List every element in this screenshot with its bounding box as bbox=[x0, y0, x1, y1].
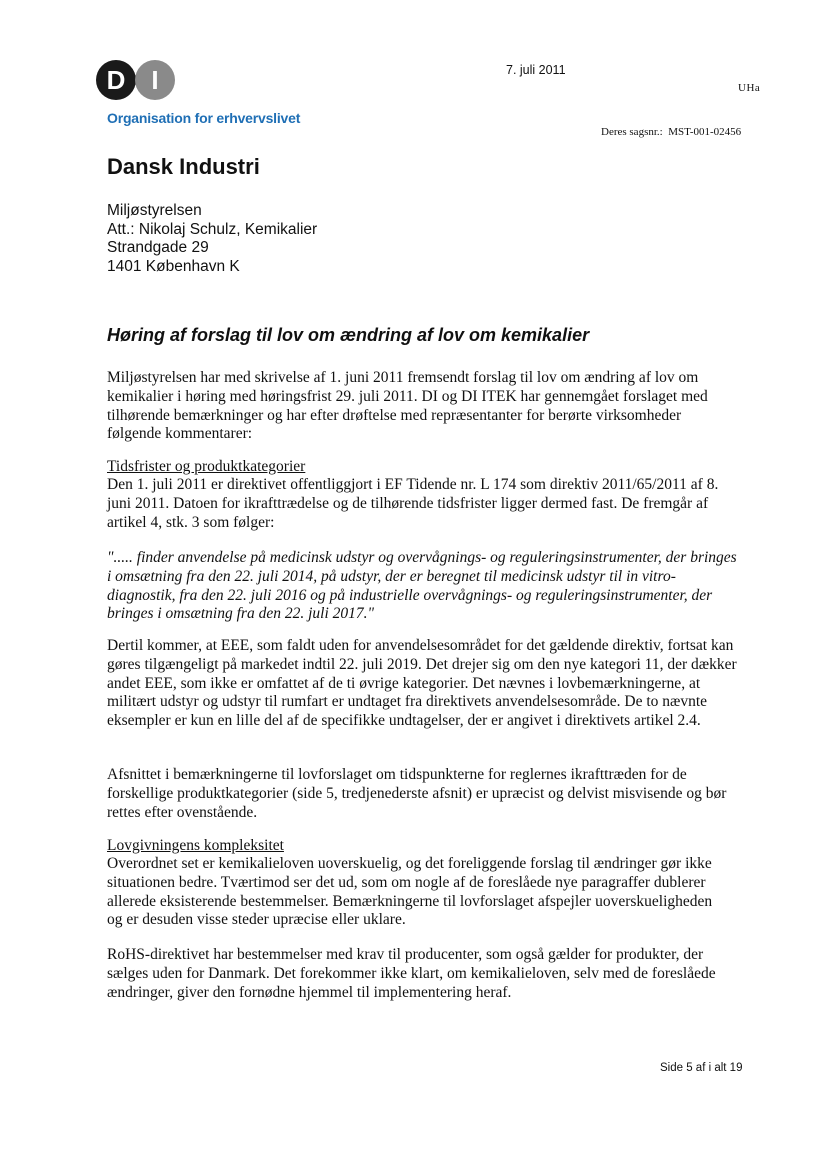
recipient-line: 1401 København K bbox=[107, 257, 240, 275]
letter-date: 7. juli 2011 bbox=[506, 63, 566, 77]
org-subtitle: Organisation for erhvervslivet bbox=[107, 110, 301, 126]
section-heading: Tidsfrister og produktkategorier bbox=[107, 458, 306, 475]
recipient-line: Att.: Nikolaj Schulz, Kemikalier bbox=[107, 220, 318, 238]
recipient-address bbox=[107, 202, 317, 276]
paragraph: Overordnet set er kemikalieloven uoverskuelig, og det foreliggende forslag til ændringer gør ikke situationen bedre. Tværtimod ser det ud, som om nogle af de foreslåede nye paragraffer dublerer allerede eksisterende bestemmelser. Bemærkningerne til lovforslaget afspejler uoverskueligheden og er desuden visse steder upræcise eller uklare. bbox=[107, 855, 713, 929]
letter-title: Høring af forslag til lov om ændring af lov om kemikalier bbox=[107, 325, 590, 345]
page-number: Side 5 af i alt 19 bbox=[660, 1062, 743, 1074]
initials: UHa bbox=[738, 82, 761, 94]
recipient-line: Miljøstyrelsen bbox=[107, 202, 202, 219]
logo-i: I bbox=[135, 60, 175, 100]
paragraph-intro: Miljøstyrelsen har med skrivelse af 1. juni 2011 fremsendt forslag til lov om ændring af lov om kemikalier i høring med høringsfrist 29. juli 2011. DI og DI ITEK har gennemgået forslaget med tilhørende bemærkninger og har efter drøftelse med repræsentanter for berørte virksomheder følgende kommentarer: bbox=[107, 369, 708, 443]
quote: "..... finder anvendelse på medicinsk udstyr og overvågnings- og reguleringsinstrumenter, der bringes i omsætning fra den 22. juli 2014, på udstyr, der er beregnet til medicinsk udstyr til in vitro-diagnostik, fra den 22. juli 2016 og på industrielle overvågnings- og reguleringsinstrumenter, der bringes i omsætning fra den 22. juli 2017." bbox=[107, 549, 737, 623]
case-reference: Deres sagsnr.: MST-001-02456 bbox=[601, 126, 742, 138]
paragraph: RoHS-direktivet har bestemmelser med krav til producenter, som også gælder for produkter, der sælges uden for Danmark. Det forekommer ikke klart, om kemikalieloven, selv med de foreslåede ændringer, giver den fornødne hjemmel til implementering heraf. bbox=[107, 946, 716, 1001]
recipient-line: Strandgade 29 bbox=[107, 239, 209, 257]
paragraph: Afsnittet i bemærkningerne til lovforslaget om tidspunkterne for reglernes ikrafttræden for de forskellige produktkategorier (side 5, tredjenederste afsnit) er upræcist og delvist misvisende og bør rettes efter ovenstående. bbox=[107, 766, 727, 821]
paragraph: Dertil kommer, at EEE, som faldt uden for anvendelsesområdet for det gældende direktiv, fortsat kan gøres tilgængeligt på markedet indtil 22. juli 2019. Det drejer sig om den nye kategori 11, der dækker andet EEE, som ikke er omfattet af de ti øvrige kategorier. Det nævnes i lovbemærkningerne, at militært udstyr og udstyr til rumfart er undtaget fra direktivets anvendelsesområde. De to nævnte eksempler er kun en lille del af de specifikke undtagelser, der er angivet i direktivets artikel 2.4. bbox=[107, 637, 737, 730]
logo-d: D bbox=[96, 60, 136, 100]
section-heading: Lovgivningens kompleksitet bbox=[107, 837, 284, 854]
paragraph: Den 1. juli 2011 er direktivet offentliggjort i EF Tidende nr. L 174 som direktiv 2011/65/2011 af 8. juni 2011. Datoen for ikrafttrædelse og de tilhørende tidsfrister ligger dermed fast. De fremgår af artikel 4, stk. 3 som følger: bbox=[107, 476, 719, 531]
company-name: Dansk Industri bbox=[107, 154, 260, 179]
